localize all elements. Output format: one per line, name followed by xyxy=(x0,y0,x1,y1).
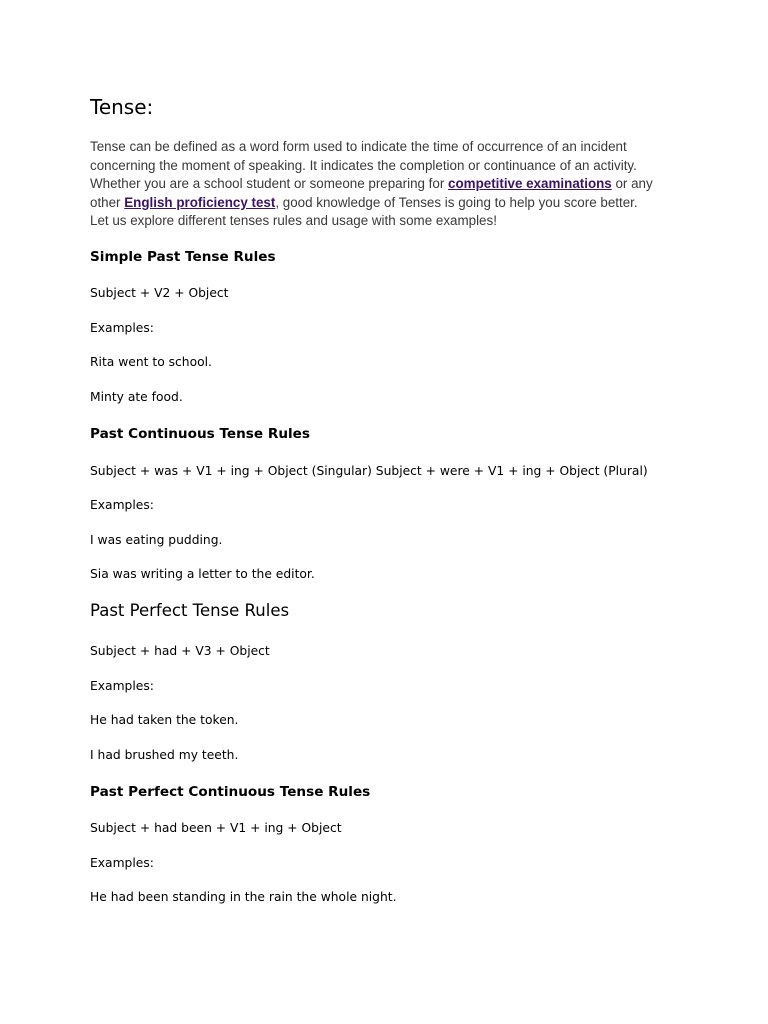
document-page xyxy=(90,0,690,1024)
intro-line xyxy=(90,175,690,194)
example-sentence: I had brushed my teeth. xyxy=(90,748,239,762)
intro-line: Tense can be defined as a word form used to indicate the time of occurrence of an incident xyxy=(90,139,627,154)
intro-text: other xyxy=(90,194,125,210)
intro-line: Let us explore different tenses rules and usage with some examples! xyxy=(90,213,497,229)
examples-label: Examples: xyxy=(90,498,154,512)
section-heading-past-perfect-continuous: Past Perfect Continuous Tense Rules xyxy=(90,784,371,800)
examples-label: Examples: xyxy=(90,679,154,693)
example-sentence: He had taken the token. xyxy=(90,713,239,727)
intro-text: or any xyxy=(611,176,653,192)
section-rule: Subject + had been + V1 + ing + Object xyxy=(90,821,342,835)
example-sentence: Rita went to school. xyxy=(90,355,212,369)
competitive-examinations-link[interactable]: competitive examinations xyxy=(448,176,612,192)
intro-line xyxy=(90,194,690,213)
english-proficiency-test-link[interactable]: English proficiency test xyxy=(124,194,276,210)
page-title: Tense: xyxy=(90,95,154,119)
example-sentence: I was eating pudding. xyxy=(90,533,223,547)
intro-paragraph xyxy=(90,138,690,231)
section-rule: Subject + was + V1 + ing + Object (Singular) Subject + were + V1 + ing + Object (Plural) xyxy=(90,464,648,478)
example-sentence: Sia was writing a letter to the editor. xyxy=(90,567,315,581)
example-sentence: He had been standing in the rain the whole night. xyxy=(90,890,397,904)
intro-text: , good knowledge of Tenses is going to help you score better. xyxy=(275,194,638,210)
section-heading-past-continuous: Past Continuous Tense Rules xyxy=(90,426,310,442)
section-rule: Subject + V2 + Object xyxy=(90,286,229,300)
examples-label: Examples: xyxy=(90,856,154,870)
section-heading-past-perfect: Past Perfect Tense Rules xyxy=(90,601,290,620)
intro-text: Whether you are a school student or someone preparing for xyxy=(90,176,449,192)
example-sentence: Minty ate food. xyxy=(90,390,183,404)
intro-line: concerning the moment of speaking. It indicates the completion or continuance of an activity. xyxy=(90,157,637,173)
examples-label: Examples: xyxy=(90,321,154,335)
section-rule: Subject + had + V3 + Object xyxy=(90,644,270,658)
section-heading-simple-past: Simple Past Tense Rules xyxy=(90,249,276,265)
